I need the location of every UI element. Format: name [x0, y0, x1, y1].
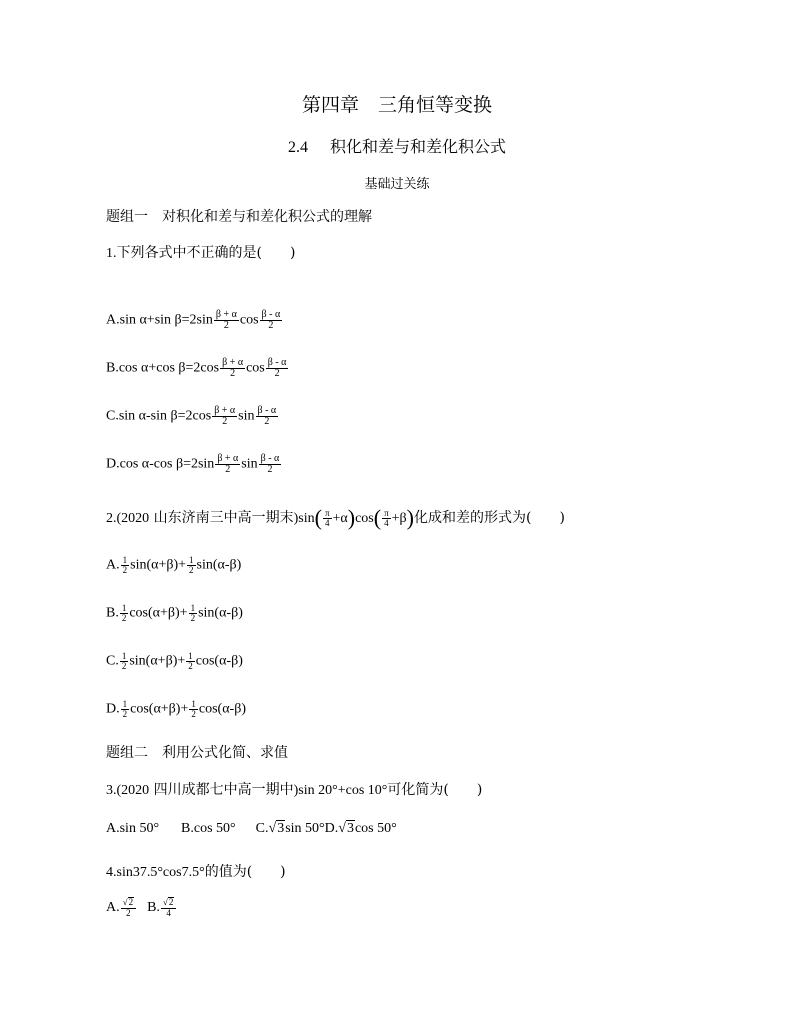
group-heading-2: 题组二 利用公式化简、求值	[106, 745, 288, 761]
option-part-2: cos(α-β)	[198, 701, 246, 717]
fraction: $\frac{1}{2}$	[122, 555, 128, 575]
question-3-option-b: B.cos 50°	[181, 821, 236, 836]
question-3-suffix: 可化简为( )	[387, 782, 483, 798]
option-expression-mid: cos	[246, 360, 265, 376]
sqrt-icon: √	[338, 821, 346, 836]
option-label: C.	[106, 653, 119, 669]
group-heading-1: 题组一 对积化和差与和差化积公式的理解	[106, 209, 372, 225]
fraction: $\frac{\beta + \alpha}{2}$	[215, 309, 237, 331]
option-label: D.	[106, 456, 120, 472]
right-paren: )	[347, 505, 356, 530]
question-3-option-c: C.√3sin 50°	[255, 821, 325, 836]
fraction: $\frac{\beta + \alpha}{2}$	[217, 453, 239, 475]
option-label: A.	[106, 557, 120, 573]
fraction: $\frac{\beta - \alpha}{2}$	[261, 309, 281, 331]
fraction: $\frac{1}{2}$	[121, 603, 127, 623]
question-4-stem	[106, 861, 286, 881]
question-1-option-d	[106, 454, 282, 475]
option-label: B.	[106, 605, 119, 621]
chapter-title: 第四章 三角恒等变换	[301, 94, 492, 116]
fraction: $\frac{\beta - \alpha}{2}$	[260, 453, 280, 475]
section-number: 2.4	[287, 139, 308, 156]
fraction: $\frac{1}{2}$	[189, 555, 194, 575]
option-label: B.	[106, 360, 119, 376]
question-4-expression: 4.sin37.5°cos7.5°	[106, 865, 205, 880]
left-paren: (	[314, 505, 322, 530]
question-4-option-a: A. $\frac{√2}{2}$	[106, 900, 137, 915]
question-3-option-a: A.sin 50°	[106, 821, 160, 836]
right-paren: )	[406, 505, 414, 530]
option-expression: cos α-cos β=2sin	[119, 456, 215, 472]
sqrt-icon: √	[268, 821, 277, 836]
option-part-1: sin(α+β)+	[129, 653, 186, 669]
option-part-1: cos(α+β)+	[130, 701, 189, 717]
plus-beta: +β	[391, 511, 407, 526]
option-expression: cos α+cos β=2cos	[118, 360, 220, 376]
fraction: $\frac{\pi}{4}$	[324, 507, 330, 528]
fraction: $\frac{1}{2}$	[188, 651, 193, 671]
option-expression-mid: sin	[238, 408, 255, 424]
plus-alpha: +α	[332, 511, 348, 526]
fraction: $\frac{1}{2}$	[121, 651, 127, 671]
question-1-option-a	[106, 310, 283, 331]
question-1-option-c	[106, 406, 279, 427]
question-2-option-a	[106, 556, 241, 575]
section-name: 积化和差与和差化积公式	[329, 137, 506, 156]
fraction: $\frac{1}{2}$	[190, 603, 196, 623]
option-expression: sin α-sin β=2cos	[118, 408, 212, 424]
fraction: $\frac{\beta + \alpha}{2}$	[222, 357, 244, 379]
option-part-1: cos(α+β)+	[129, 605, 188, 621]
question-2-option-c	[106, 652, 243, 671]
question-2-source-close: )	[293, 511, 299, 526]
question-1-number: 1.	[106, 246, 117, 261]
question-3-source: 四川成都七中高一期中	[153, 782, 294, 798]
option-part-1: sin(α+β)+	[130, 557, 187, 573]
fraction: $\frac{√2}{2}$	[121, 897, 136, 918]
fraction: $\frac{√2}{4}$	[161, 897, 176, 918]
question-4-option-b: B. $\frac{√2}{4}$	[147, 900, 177, 915]
fraction: $\frac{\pi}{4}$	[384, 507, 389, 528]
option-label: C.	[106, 408, 119, 424]
question-2-option-b	[106, 604, 243, 623]
option-expression-mid: sin	[241, 456, 258, 472]
option-expression-mid: cos	[239, 312, 259, 328]
question-3-options	[106, 820, 397, 837]
fraction: $\frac{\beta - \alpha}{2}$	[257, 405, 277, 427]
question-4-suffix: 的值为( )	[204, 864, 286, 880]
fraction: $\frac{\beta - \alpha}{2}$	[267, 357, 287, 379]
sqrt-icon: √	[162, 897, 168, 907]
question-4-options	[106, 897, 177, 918]
question-2-prefix: 2.(2020	[106, 511, 150, 526]
left-paren: (	[373, 505, 382, 530]
question-2-stem	[106, 507, 565, 529]
question-3-expression: )sin 20°+cos 10°	[293, 783, 388, 798]
fraction: $\frac{1}{2}$	[122, 699, 128, 719]
option-label: D.	[106, 701, 120, 717]
question-2-suffix: 化成和差的形式为( )	[413, 510, 565, 526]
fraction: $\frac{\beta + \alpha}{2}$	[214, 405, 236, 427]
question-2-option-d	[106, 700, 246, 719]
cos-function: cos	[355, 511, 374, 526]
option-label: A.	[106, 312, 120, 328]
question-3-stem	[106, 779, 482, 799]
question-2-source: 山东济南三中高一期末	[153, 510, 294, 526]
question-1-stem	[106, 242, 295, 262]
section-title	[0, 134, 794, 157]
fraction: $\frac{1}{2}$	[191, 699, 196, 719]
option-part-2: sin(α-β)	[198, 605, 243, 621]
question-1-text: 下列各式中不正确的是( )	[116, 245, 296, 261]
option-part-2: sin(α-β)	[196, 557, 242, 573]
question-1-option-b	[106, 358, 289, 379]
option-part-2: cos(α-β)	[195, 653, 243, 669]
sin-function: sin	[298, 511, 315, 526]
question-3-option-d: D.√3cos 50°	[324, 821, 397, 836]
sqrt-icon: √	[122, 897, 128, 907]
option-expression: sin α+sin β=2sin	[119, 312, 213, 328]
question-3-prefix: 3.(2020	[106, 783, 150, 798]
section-subtitle: 基础过关练	[364, 177, 430, 192]
